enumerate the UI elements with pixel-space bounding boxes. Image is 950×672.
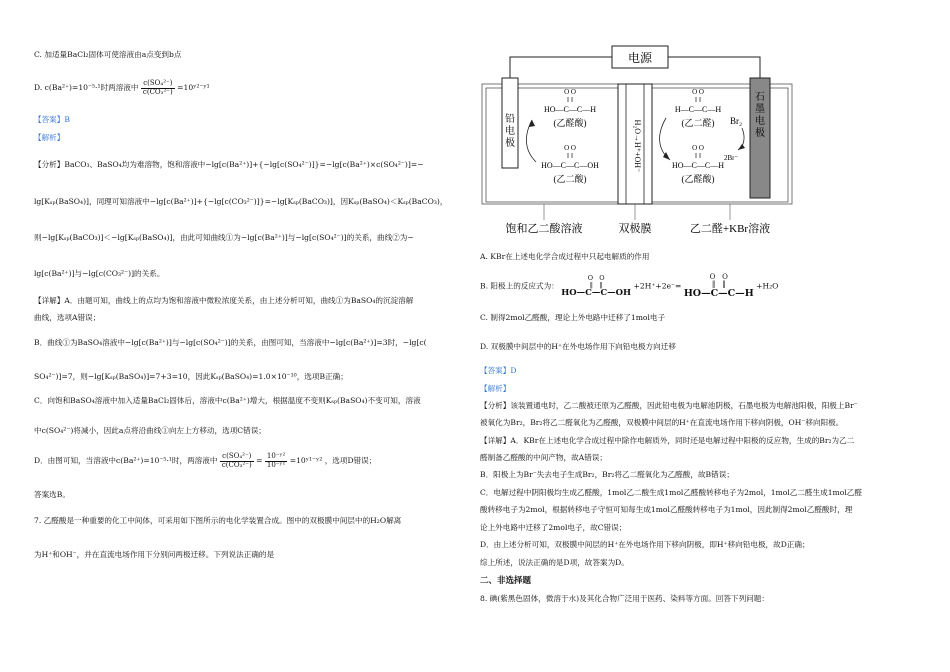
membrane-formula: H₂O→H⁺+OH⁻: [633, 119, 642, 173]
question-8: 8. 碘(紫黑色固体，微溶于水)及其化合物广泛用于医药、染料等方面。回答下列问题：: [480, 594, 769, 603]
answer-label-left: 【答案】B: [34, 115, 70, 124]
analysis-label-left: 【解析】: [34, 133, 65, 142]
option-d-suffix: =10ʸ²⁻ʸ¹: [177, 83, 210, 93]
right-detail-line-3: B．阳极上为Br⁻失去电子生成Br₂，Br₂将乙二醛氧化为乙醛酸，故B错误；: [480, 470, 734, 479]
fraction-denominator: c(CO₃²⁻): [221, 460, 252, 469]
analysis-line-1: 【分析】BaCO₃、BaSO₄均为难溶物，饱和溶液中−lg[c(Ba²⁺)]+{−lg[c(SO₄²⁻)]}=−lg[c(Ba²⁺)×c(SO₄²⁻)]=−: [34, 160, 424, 169]
analysis-label-right: 【解析】: [480, 384, 511, 393]
right-detail-line-4: C．电解过程中阴阳极均生成乙醛酸，1mol乙二酸生成1mol乙醛酸转移电子为2mol，1mol乙二醛生成1mol乙醛: [480, 488, 862, 497]
fraction-denominator: c(CO₃²⁻): [142, 87, 173, 96]
right-analysis-line-2: 被氧化为Br₂，Br₂将乙二醛氧化为乙醛酸，双极膜中间层的H⁺在直流电场作用下移向阴极，OH⁻移向阳极。: [480, 418, 844, 427]
right-oxidation-arrow: [660, 118, 670, 160]
detail-line-3: B．曲线①为BaSO₄溶液中−lg[c(Ba²⁺)]与−lg[c(SO₄²⁻)]的关系，由图可知，当溶液中−lg[c(Ba²⁺)]=3时，−lg[c(: [34, 338, 427, 347]
glyoxylic-structure: HO—C—C—H: [543, 105, 597, 114]
fraction-numerator: c(SO₄²⁻): [141, 80, 175, 89]
detail-line-2: 曲线，选项A错误；: [34, 313, 101, 322]
right-solution-label: 乙二醛+KBr溶液: [689, 223, 771, 235]
electrochemical-cell-diagram: [480, 0, 916, 262]
analysis-line-4: lg[c(Ba²⁺)]与−lg[c(CO₃²⁻)]的关系。: [34, 269, 165, 278]
question-7-line-1: 7. 乙醛酸是一种重要的化工中间体，可采用如下图所示的电化学装置合成。图中的双极膜中间层中的H₂O解离: [34, 516, 402, 525]
wire-right: [668, 57, 760, 78]
right-detail-line-6: 论上外电路中迁移了2mol电子，故C错误；: [480, 523, 627, 532]
oxalic-label: (乙二酸): [553, 174, 587, 184]
right-detail-line-7: D．由上述分析可知，双极膜中间层的H⁺在外电场作用下移向阴极，即H⁺移向铅电极，故D正确；: [480, 540, 810, 549]
oxalic-o-label: O O: [564, 144, 576, 152]
oxalic-double-bond: ‖ ‖: [567, 152, 573, 160]
option-d-left: [34, 80, 210, 96]
detail-line-1: 【详解】A．由题可知，曲线上的点均为饱和溶液中微粒浓度关系，由上述分析可知，曲线①为BaSO₄的沉淀溶解: [34, 296, 414, 305]
br-cycle-arrow-head: [738, 144, 745, 150]
right-detail-line-2: 醛制备乙醛酸的中间产物，故A错误；: [480, 453, 607, 462]
detail-line-6: 中c(SO₄²⁻)将减小，因此a点将沿曲线①向左上方移动，选项C错误；: [34, 426, 266, 435]
fraction-numerator: c(SO₄²⁻): [220, 453, 254, 462]
analysis-line-3: 则−lg[Kₛₚ(BaCO₃)]＜−lg[Kₛₚ(BaSO₄)]，由此可知曲线①为−lg[c(Ba²⁺)]与−lg[c(SO₄²⁻)]的关系，曲线②为−: [34, 233, 414, 242]
membrane-label: 双极膜: [618, 223, 652, 235]
answer-label-right: 【答案】D: [480, 366, 517, 375]
glyoxylic-right-structure: HO—C—C—H: [671, 161, 725, 170]
question-7-line-2: 为H⁺和OH⁻，并在直流电场作用下分别问两极迁移。下列说法正确的是: [34, 550, 275, 559]
detail-line-4: SO₄²⁻)]=7，则−lg[Kₛₚ(BaSO₄)]=7+3=10，因此Kₛₚ(BaSO₄)=1.0×10⁻¹⁰，选项B正确；: [34, 372, 348, 381]
option-b-suffix: +H₂O: [756, 281, 779, 291]
option-d-fraction: [141, 80, 175, 96]
glyoxylic-acid-formula: O O ‖ ‖ HO—C—C—H: [683, 273, 754, 299]
detail-line-7: D．由图可知，当溶液中c(Ba²⁺)=10⁻⁵·¹时，两溶液中 $\frac{\text{c(SO₄²⁻)}}{\text{c(CO₃²⁻)}}$ = $\frac{\text{10⁻ʸ²}}{\text{10⁻ʸ¹}}$ =10ʸ¹⁻ʸ² ，选项D错误；: [34, 452, 377, 469]
graphite-electrode-label: 石 墨 电 极: [755, 92, 765, 139]
glyoxylic-o-label: O O: [564, 88, 576, 96]
right-conclusion: 综上所述，说法正确的是D项，故答案为D。: [480, 558, 629, 567]
option-a-right: A. KBr在上述电化学合成过程中只起电解质的作用: [480, 252, 650, 261]
lead-char-1: 铅: [505, 114, 515, 125]
section-heading: 二、非选择题: [480, 576, 532, 586]
option-c-right: C. 制得2mol乙醛酸，理论上外电路中迁移了1mol电子: [480, 313, 666, 322]
fraction-denominator: 10⁻ʸ¹: [266, 460, 286, 469]
glyoxylic-label-left: (乙醛酸): [553, 118, 587, 128]
option-d-right: D. 双极膜中间层中的H⁺在外电场作用下向铅电极方向迁移: [480, 342, 676, 351]
option-c-left: C. 加适量BaCl₂固体可使溶液由a点变到b点: [34, 50, 182, 59]
detail-line-5: C．向饱和BaSO₄溶液中加入适量BaCl₂固体后，溶液中c(Ba²⁺)增大，根据温度不变则Kₛₚ(BaSO₄)不变可知，溶液: [34, 396, 421, 405]
oxalic-acid-formula: O O ‖ ‖ HO—C—C—OH: [561, 274, 632, 298]
detail-d-suffix: ，选项D错误；: [324, 456, 377, 466]
right-detail-line-1: 【详解】A．KBr在上述电化学合成过程中除作电解质外，同时还是电解过程中阳极的反应物，生成的Br₂为乙二: [480, 436, 855, 445]
left-solution-label: 饱和乙二酸溶液: [505, 223, 583, 235]
br2-label: Br₂: [730, 116, 743, 126]
lead-char-2: 电: [505, 126, 515, 137]
glyoxal-double-bond: ‖ ‖: [695, 96, 701, 104]
analysis-line-2: lg[Kₛₚ(BaSO₄)]，同理可知溶液中−lg[c(Ba²⁺)]+{−lg[c(CO₃²⁻)]}=−lg[Kₛₚ(BaCO₃)]，因Kₛₚ(BaSO₄)＜Kₛₚ(BaCO₃)，: [34, 197, 448, 206]
option-d-prefix: D. c(Ba²⁺)=10⁻⁵·¹时两溶液中: [34, 83, 139, 93]
detail-fraction-1: [220, 453, 254, 469]
right-analysis-line-1: 【分析】该装置通电时，乙二酸被还原为乙醛酸，因此铅电极为电解池阴极，石墨电极为电解池阳极，阳极上Br⁻: [480, 401, 858, 410]
option-b-prefix: B. 阳极上的反应式为：: [480, 281, 559, 291]
fraction-numerator: 10⁻ʸ²: [266, 452, 286, 460]
option-b-right: [480, 274, 778, 299]
detail-d-prefix: D．由图可知，当溶液中c(Ba²⁺)=10⁻⁵·¹时，两溶液中: [34, 456, 218, 466]
glyoxylic-label-right: (乙醛酸): [681, 174, 715, 184]
power-source-label: 电源: [627, 51, 653, 65]
detail-d-equal: =10ʸ¹⁻ʸ²: [289, 456, 323, 466]
glyoxal-label: (乙二醛): [681, 118, 715, 128]
lead-char-3: 极: [505, 138, 515, 149]
glyoxylic-double-bond: ‖ ‖: [567, 96, 573, 104]
oxalic-structure: HO—C—C—OH: [541, 161, 599, 170]
glyoxylic-right-double-bond: ‖ ‖: [695, 152, 701, 160]
option-b-middle: +2H⁺+2e⁻=: [633, 281, 682, 291]
right-detail-line-5: 酸转移电子为2mol，根据转移电子守恒可知每生成1mol乙醛酸转移电子为1mol，因此制得2mol乙醛酸时，理: [480, 505, 853, 514]
glyoxal-o-label: O O: [692, 88, 704, 96]
detail-fraction-2: [265, 453, 287, 469]
wire-left: [510, 57, 612, 78]
glyoxylic-right-o-label: O O: [692, 144, 704, 152]
detail-conclusion: 答案选B。: [34, 490, 70, 499]
glyoxal-structure: H—C—C—H: [674, 105, 722, 114]
bromide-label: 2Br⁻: [724, 154, 739, 162]
